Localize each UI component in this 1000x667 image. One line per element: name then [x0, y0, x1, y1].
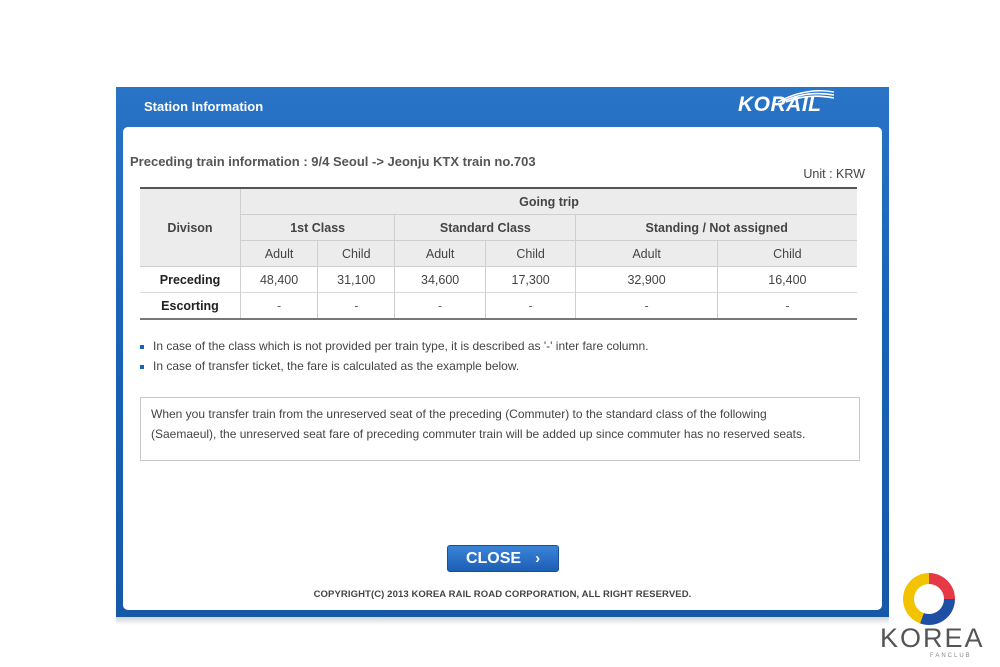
logo-text: KORAIL	[738, 93, 822, 116]
fare-cell: 32,900	[576, 267, 717, 293]
station-info-popup	[116, 87, 889, 617]
fare-subheader: Child	[318, 241, 395, 267]
notes-list	[140, 339, 648, 379]
example-line: When you transfer train from the unreserved seat of the preceding (Commuter) to the standard class of the following	[151, 407, 767, 421]
close-button[interactable]	[447, 545, 559, 572]
korail-logo	[738, 93, 834, 121]
fare-subheader: Child	[485, 241, 576, 267]
transfer-example-box	[140, 397, 860, 461]
class-header: Standing / Not assigned	[576, 215, 857, 241]
copyright-text: COPYRIGHT(C) 2013 KOREA RAIL ROAD CORPORATION, ALL RIGHT RESERVED.	[313, 589, 692, 600]
class-header: 1st Class	[241, 215, 395, 241]
class-header: Standard Class	[395, 215, 576, 241]
train-info-title: Preceding train information : 9/4 Seoul -> Jeonju KTX train no.703	[130, 154, 536, 169]
popup-shadow	[116, 617, 889, 625]
example-line: (Saemaeul), the unreserved seat fare of preceding commuter train will be added up since commuter has no reserved seats.	[151, 427, 806, 441]
fare-cell: -	[395, 293, 485, 320]
watermark-word: KOREA	[880, 623, 985, 653]
fare-cell: -	[485, 293, 576, 320]
fare-cell: -	[318, 293, 395, 320]
fare-cell: -	[576, 293, 717, 320]
going-trip-header: Going trip	[241, 188, 858, 215]
table-row	[140, 267, 857, 293]
close-button-label: CLOSE	[465, 549, 522, 567]
row-label: Preceding	[140, 267, 241, 293]
fare-subheader: Adult	[395, 241, 485, 267]
fare-cell: 31,100	[318, 267, 395, 293]
fare-subheader: Adult	[576, 241, 717, 267]
row-label: Escorting	[161, 298, 219, 313]
unit-label: Unit : KRW	[803, 167, 865, 181]
fare-cell: -	[717, 293, 857, 320]
note-item: In case of the class which is not provided per train type, it is described as '-' inter fare column.	[140, 339, 648, 359]
fare-cell: 17,300	[485, 267, 576, 293]
division-header: Divison	[140, 188, 241, 267]
fare-cell: -	[241, 293, 318, 320]
fare-subheader: Adult	[241, 241, 318, 267]
popup-title: Station Information	[144, 99, 264, 114]
table-row	[140, 293, 857, 320]
korea-fanclub-watermark	[878, 573, 988, 665]
chevron-right-icon: ›	[535, 550, 541, 567]
fanclub-ring-icon	[903, 573, 955, 625]
watermark-sub: FANCLUB	[930, 653, 972, 659]
content-panel	[123, 127, 882, 610]
note-item: In case of transfer ticket, the fare is calculated as the example below.	[140, 359, 648, 379]
fare-cell: 16,400	[717, 267, 857, 293]
fare-cell: 48,400	[241, 267, 318, 293]
fare-table	[140, 187, 857, 320]
fare-subheader: Child	[717, 241, 857, 267]
fare-cell: 34,600	[395, 267, 485, 293]
